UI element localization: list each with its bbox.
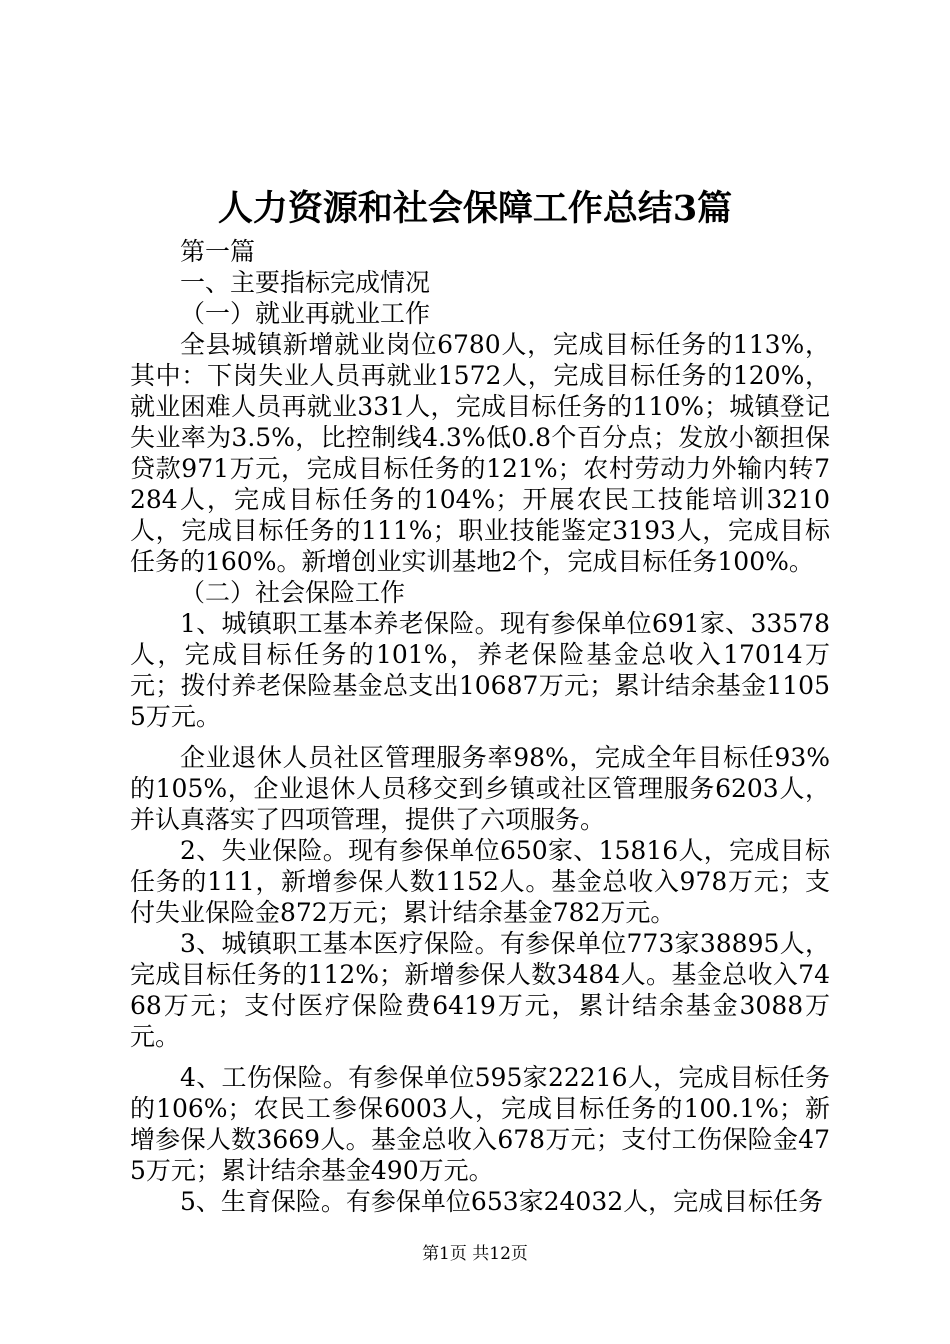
paragraph-pension-insurance: 1、城镇职工基本养老保险。现有参保单位691家、33578人，完成目标任务的101%，养老保险基金总收入17014万元；拨付养老保险基金总支出10687万元；累计结余基金11055万元。 — [130, 609, 830, 731]
paragraph-retiree-management: 企业退休人员社区管理服务率98%，完成全年目标任93%的105%，企业退休人员移交到乡镇或社区管理服务6203人，并认真落实了四项管理，提供了六项服务。 — [130, 743, 830, 834]
subsection-heading-social-insurance: （二）社会保险工作 — [180, 578, 406, 607]
paragraph-unemployment-insurance: 2、失业保险。现有参保单位650家、15816人，完成目标任务的111，新增参保人数1152人。基金总收入978万元；支付失业保险金872万元；累计结余基金782万元。 — [130, 836, 830, 927]
page-number-footer: 第1页 共12页 — [422, 1244, 528, 1264]
subsection-heading-employment: （一）就业再就业工作 — [180, 299, 431, 328]
document-title: 人力资源和社会保障工作总结3篇 — [217, 188, 733, 229]
section-heading-first-part: 第一篇 — [180, 237, 256, 266]
paragraph-employment: 全县城镇新增就业岗位6780人，完成目标任务的113%，其中：下岗失业人员再就业1572人，完成目标任务的120%，就业困难人员再就业331人，完成目标任务的110%；城镇登记失业率为3.5%，比控制线4.3%低0.8个百分点；发放小额担保贷款971万元，完成目标任务的121%；农村劳动力外输内转7284人，完成目标任务的104%；开展农民工技能培训3210人，完成目标任务的111%；职业技能鉴定3193人，完成目标任务的160%。新增创业实训基地2个，完成目标任务100%。 — [130, 330, 830, 576]
paragraph-maternity-insurance: 5、生育保险。有参保单位653家24032人，完成目标任务 — [180, 1187, 824, 1216]
paragraph-medical-insurance: 3、城镇职工基本医疗保险。有参保单位773家38895人，完成目标任务的112%；新增参保人数3484人。基金总收入7468万元；支付医疗保险费6419万元，累计结余基金3088万元。 — [130, 929, 830, 1051]
section-heading-main-indicators: 一、主要指标完成情况 — [180, 268, 431, 297]
document-body — [130, 236, 830, 1217]
paragraph-work-injury-insurance: 4、工伤保险。有参保单位595家22216人，完成目标任务的106%；农民工参保6003人，完成目标任务的100.1%；新增参保人数3669人。基金总收入678万元；支付工伤保险金475万元；累计结余基金490万元。 — [130, 1063, 830, 1185]
